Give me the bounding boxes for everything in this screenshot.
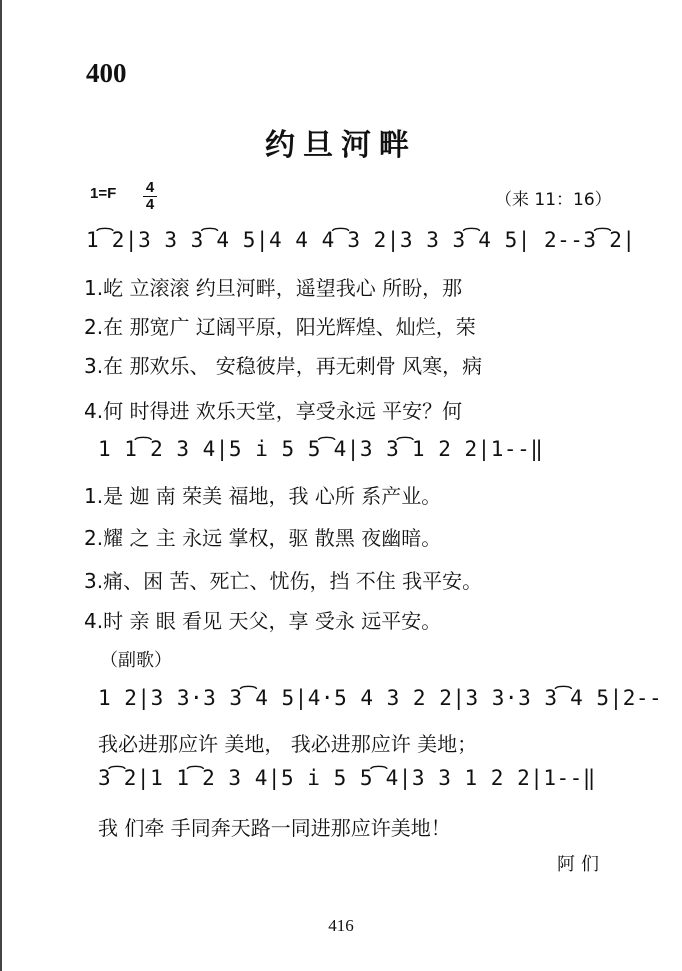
amen-text: 阿们 [557,854,605,875]
key-signature: 1=F [90,185,117,202]
verse-lyric-6: 2.耀 之 主 永远 掌权，驱 散黑 夜幽暗。 [84,526,442,550]
verse-lyric-5: 1.是 迦 南 荣美 福地，我 心所 系产业。 [84,484,442,508]
chorus-lyric-2: 我 们牵 手同奔天路一同进那应许美地！ [98,816,451,840]
verse-melody-line-2: 1 1͡2 3 4|5 i 5 5͡4|3 3͡1 2 2|1--‖ [98,437,544,461]
chorus-melody-line-2: 3͡2|1 1͡2 3 4|5 i 5 5͡4|3 3 1 2 2|1--‖ [98,766,596,790]
verse-lyric-3: 3.在 那欢乐、 安稳彼岸，再无刺骨 风寒，病 [84,354,483,378]
hymn-number: 400 [86,58,127,88]
chorus-label: （副歌） [100,650,172,671]
verse-lyric-8: 4.时 亲 眼 看见 天父，享 受永 远平安。 [84,609,442,633]
meter-bottom: 4 [145,196,155,213]
verse-melody-line-1: 1͡2|3 3 3͡4 5|4 4 4͡3 2|3 3 3͡4 5| 2--3͡2| [86,228,636,252]
chorus-melody-line-1: 1 2|3 3·3 3͡4 5|4·5 4 3 2 2|3 3·3 3͡4 5|2-- [98,686,663,710]
time-signature [143,180,157,213]
scripture-reference: （来 11：16） [495,190,612,210]
chorus-lyric-1: 我必进那应许 美地， 我必进那应许 美地； [98,732,478,756]
verse-lyric-4: 4.何 时得进 欢乐天堂，享受永远 平安？何 [84,399,463,423]
hymn-title: 约旦河畔 [265,128,417,163]
verse-lyric-1: 1.屹 立滚滚 约旦河畔，遥望我心 所盼，那 [84,276,463,300]
verse-lyric-7: 3.痛、困 苦、死亡、忧伤，挡 不住 我平安。 [84,569,483,593]
page-number: 416 [328,916,354,935]
meter-top: 4 [145,179,155,196]
verse-lyric-2: 2.在 那宽广 辽阔平原，阳光辉煌、灿烂，荣 [84,315,476,339]
